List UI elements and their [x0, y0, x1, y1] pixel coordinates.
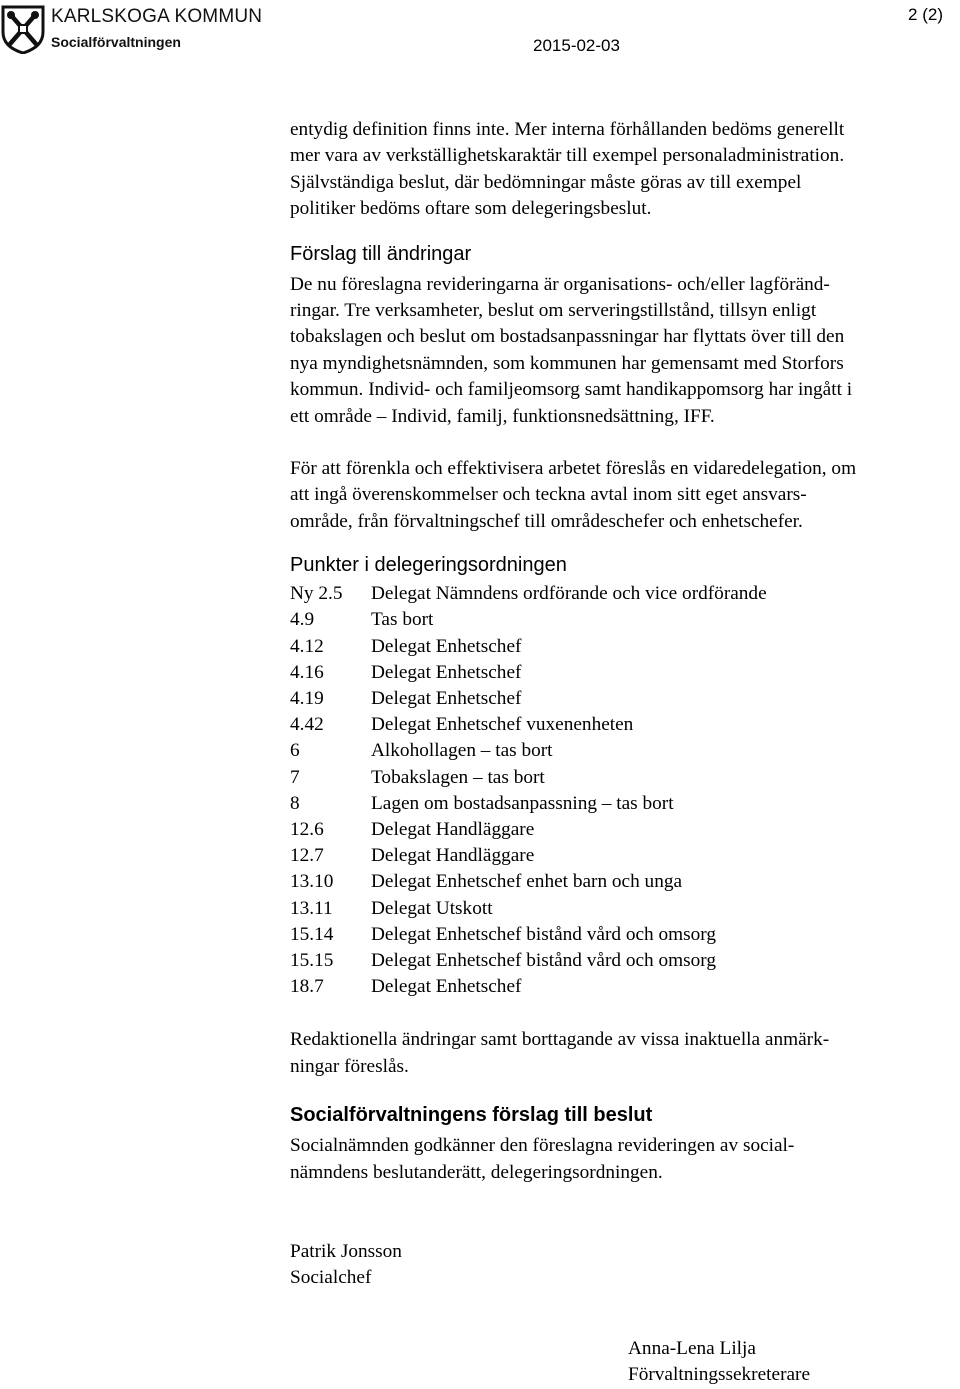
text-line: De nu föreslagna revideringarna är organisations- och/eller lagföränd- [290, 273, 830, 295]
list-item [290, 817, 960, 843]
signature-right [628, 1336, 810, 1389]
item-number: 13.11 [290, 897, 333, 919]
text-line: ringar. Tre verksamheter, beslut om serveringstillstånd, tillsyn enligt [290, 300, 817, 322]
document-date: 2015-02-03 [533, 36, 620, 55]
item-number: 6 [290, 740, 300, 762]
text-line: Redaktionella ändringar samt borttagande av vissa inaktuella anmärk- [290, 1029, 830, 1051]
text-line: att ingå överenskommelser och teckna avtal inom sitt eget ansvars- [290, 484, 807, 506]
text-line: kommun. Individ- och familjeomsorg samt handikappomsorg har ingått i [290, 379, 853, 401]
item-text: Tobakslagen – tas bort [371, 766, 545, 788]
item-text: Delegat Enhetschef [371, 688, 522, 710]
item-number: 4.42 [290, 714, 324, 736]
signatory-name: Patrik Jonsson [290, 1240, 402, 1262]
text-line: Socialnämnden godkänner den föreslagna revideringen av social- [290, 1135, 795, 1157]
document-body [290, 117, 960, 1292]
delegation-points-list [290, 581, 960, 1000]
text-line: ningar föreslås. [290, 1055, 409, 1077]
list-item [290, 869, 960, 895]
item-number: 7 [290, 766, 300, 788]
signatory-title: Socialchef [290, 1267, 372, 1289]
list-item [290, 765, 960, 791]
item-number: 4.16 [290, 661, 324, 683]
text-line: område, från förvaltningschef till områdeschefer och enhetschefer. [290, 510, 803, 532]
text-line: nämndens beslutanderätt, delegeringsordningen. [290, 1161, 663, 1183]
item-number: 12.6 [290, 818, 324, 840]
list-item [290, 948, 960, 974]
text-line: ett område – Individ, familj, funktionsnedsättning, IFF. [290, 405, 715, 427]
item-number: 4.19 [290, 688, 324, 710]
list-item [290, 896, 960, 922]
item-text: Delegat Nämndens ordförande och vice ordförande [371, 583, 767, 605]
item-text: Delegat Enhetschef [371, 635, 522, 657]
logo-department-name: Socialförvaltningen [51, 34, 181, 50]
list-item [290, 607, 960, 633]
item-text: Delegat Handläggare [371, 845, 535, 867]
municipality-logo [0, 2, 263, 54]
page-number: 2 (2) [908, 5, 943, 24]
list-item [290, 738, 960, 764]
text-line: entydig definition finns inte. Mer interna förhållanden bedöms generellt [290, 119, 845, 140]
intro-paragraph [290, 117, 960, 223]
item-text: Delegat Enhetschef vuxenenheten [371, 714, 634, 736]
signature-left [290, 1239, 960, 1292]
list-item [290, 581, 960, 607]
text-line: För att förenkla och effektivisera arbetet föreslås en vidaredelegation, om [290, 458, 857, 480]
item-text: Delegat Enhetschef [371, 976, 522, 998]
delegation-paragraph [290, 456, 960, 535]
item-number: 15.14 [290, 923, 334, 945]
item-text: Tas bort [371, 609, 434, 631]
list-item [290, 686, 960, 712]
list-item [290, 712, 960, 738]
coat-of-arms-icon [0, 4, 46, 54]
list-item [290, 791, 960, 817]
text-line: Självständiga beslut, där bedömningar måste göras av till exempel [290, 171, 802, 193]
text-line: tobakslagen och beslut om bostadsanpassningar har flyttats över till den [290, 326, 845, 348]
item-number: Ny 2.5 [290, 583, 343, 605]
signatory-title: Förvaltningssekreterare [628, 1364, 811, 1386]
text-line: politiker bedöms oftare som delegeringsbeslut. [290, 198, 652, 220]
heading-delegation-points: Punkter i delegeringsordningen [290, 554, 567, 577]
heading-proposed-decision: Socialförvaltningens förslag till beslut [290, 1104, 653, 1127]
list-item [290, 843, 960, 869]
item-number: 4.9 [290, 609, 315, 631]
item-text: Alkohollagen – tas bort [371, 740, 553, 762]
item-text: Lagen om bostadsanpassning – tas bort [371, 792, 674, 814]
item-number: 15.15 [290, 949, 334, 971]
text-line: nya myndighetsnämnden, som kommunen har gemensamt med Storfors [290, 352, 844, 374]
item-text: Delegat Enhetschef enhet barn och unga [371, 871, 683, 893]
item-text: Delegat Handläggare [371, 818, 535, 840]
logo-municipality-name: KARLSKOGA KOMMUN [51, 6, 263, 27]
item-number: 8 [290, 792, 300, 814]
item-number: 4.12 [290, 635, 324, 657]
heading-proposed-changes: Förslag till ändringar [290, 242, 472, 265]
signatory-name: Anna-Lena Lilja [628, 1338, 756, 1359]
text-line: mer vara av verkställighetskaraktär till exempel personaladministration. [290, 145, 845, 167]
item-number: 12.7 [290, 845, 324, 867]
item-text: Delegat Enhetschef bistånd vård och omsorg [371, 949, 717, 971]
item-text: Delegat Utskott [371, 897, 493, 919]
item-text: Delegat Enhetschef bistånd vård och omsorg [371, 923, 717, 945]
changes-paragraph [290, 272, 960, 430]
decision-paragraph [290, 1133, 960, 1186]
list-item [290, 634, 960, 660]
list-item [290, 922, 960, 948]
item-text: Delegat Enhetschef [371, 661, 522, 683]
item-number: 18.7 [290, 976, 324, 998]
editorial-changes-paragraph [290, 1027, 960, 1080]
item-number: 13.10 [290, 871, 334, 893]
list-item [290, 660, 960, 686]
list-item [290, 974, 960, 1000]
